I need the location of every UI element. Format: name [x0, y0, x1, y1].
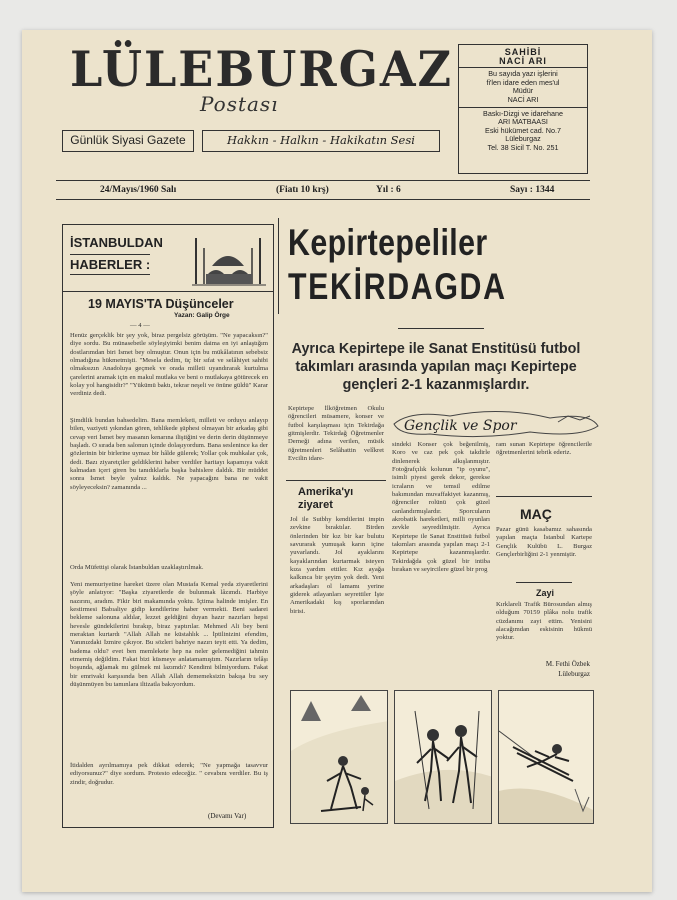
- left-column-rule: [62, 291, 274, 292]
- main-story-body-col2: sindeki Konser çok beğenilmiş, Koro ve caz pek çok takdirle dinlenerek alkışlanmıştır. Fotoğrafçılık kolunun "ip oyunu", isimli piyesi gerek dekor, gerekse icraların ve temsil edilme bakımından muvaffakiyet kazanmış, öğrenciler rolünü çok güzel canlandırmışlardır. Sporcuların akrobatik hareketleri, milli oyunları zevkle seyredilmiştir. Ayrıca Kepirtepe ile Sanat Enstitüsü futbol takımları arasında yapılan maçı 2-1 Kepirtepe kazanmışlardır. Tekirdağda çok güzel bir intiba bırakan ve seyircilere güzel bir prog: [392, 441, 490, 574]
- owner-line-9: Eski hükümet cad. No.7: [485, 125, 561, 135]
- owner-info-box: [458, 44, 588, 174]
- amerika-title-line1: Amerika'yı: [298, 486, 354, 498]
- left-column-frame: [62, 224, 274, 828]
- owner-label: SAHİBİ: [504, 47, 542, 57]
- ski-jumper-illustration: [498, 690, 594, 824]
- owner-line-4: fi'len idare eden mes'ul: [486, 77, 560, 87]
- amerika-title-line2: ziyaret: [298, 499, 333, 511]
- owner-line-10: Lüleburgaz: [505, 134, 541, 144]
- article-body-3: Orda Müfettişi olarak İstanbuldan uzaklaştırılmak.: [70, 564, 204, 571]
- section-title: [70, 234, 163, 275]
- genclik-ve-spor-logo: Gençlik ve Spor: [404, 418, 517, 434]
- article-body-4: Yeni memuriyetine hareket üzere olan Mustafa Kemal yeda ziyaretlerini şöyle anlatıyor: "Başka ziyaretlerde de bulunmak lâzımdı. Harbiye nazırını, aradım. Fikir biri makamında yoktu. İçtima halinde imişler. En kestirmesi Babıaliye gidip kendilerine haber vermekti. Beni sadarei bekleme salonuna aldılar, lezzet geldiğini duyan hazır nazırları hepsi hevesle gündekilerini bırakıp, biraz yaptırılar. Mehmed Ali bey beni meraktan kurtardı "Allah Allah ne küstahlık ... İptilinizini efendim, Yanınızdaki İzmire çıkıyor. Bu sözleri bahriye nazırı teyit etti. Ya dedim, badema oldu? evet ben memlekete hep na neler gelemediğini tahmin etmemiş değildim. Fakat bizi küsmeye anlatamamıştım. Nazırların telâşı boşunda, ağlamak mı gülmek mi lazımdı? Kendimi bilmiyordum. Fakat bir emrivaki karşısında ben Allah Allah dememeksizin bakışa bu sey düşünmüyen bu tamınlara iltizatla bakıyordum.: [70, 581, 268, 689]
- owner-line-3: Bu sayıda yazı işlerini: [488, 69, 558, 79]
- main-story-body-col1: Kepirtepe İlköğretmen Okulu öğrencileri müsamere, konser ve futbol karşılaşması için Tekirdağa gitmişlerdir. Tekirdağ Öğretmenler Derneği adına verilen, müsik öğretmenleri Selâhattin velîkret Evcilin idare-: [288, 405, 384, 463]
- issue-number: Sayı : 1344: [510, 185, 555, 195]
- amerika-title: [298, 486, 353, 512]
- zayi-body: Kırklareli Trafik Bürosundan almış olduğum 70159 plâka nolu trafik cüzdanımı zayi ettim. Yenisini alacağımdan eskisinin hükmü yoktur.: [496, 601, 592, 642]
- article-part-number: — 4 —: [130, 322, 150, 329]
- mac-title: MAÇ: [520, 506, 552, 522]
- genclik-logo-frame: [390, 408, 602, 440]
- article-body-2: Şimdilik bundan bahsedelim. Bana memleketi, milleti ve orduyu anlayıp bilen, vaziyeti yıkından gören, tehlikede şüphesi olmayan bir arkadaş gibi cevap veri İsmet bey masanın kenarına iliştiğini ve derin derin düşünmeye başladı. O sırada ben salonun içinde dolaşıyordum. Bana seslenince ka der gözlerinin bir birlerine uymaz bir hâlde gülerek; Yollar çok muhkalar çok, dedi. Bazı ziyaretçiler geldiklerini haber verdiler haritayı kapamıya vakit kalmadan içeri giren bu tanıdıklarla başka bahislere daldık. Bir müddet sonra İsmet beyle yalnız kaldık. Ne yapacağını bana ne vakit söyleyeceksin? zamanında ...: [70, 417, 268, 491]
- main-headline-line1: Kepirtepeliler: [288, 222, 488, 263]
- mac-rule: [496, 496, 592, 497]
- skier-illustration-2: [394, 690, 492, 824]
- owner-line-8: ARI MATBAASI: [498, 117, 548, 127]
- dateline-rule-bottom: [56, 199, 590, 200]
- article-body-1: Henüz gerçeklik bir şey yok, biraz pergelsiz görüşüm. "Ne yapacaksın?" diye sordu. Bu münasebetle söyleşiyimki benim daima en iyi anlaştığım dostlarımdan biri İsmet bey olmuştur. Onun için bu mükâlatının sebebsiz olmadığına hükmetmişti. "Mesela dedim, üç bir sıfat ve selâhiyet sahibi olmaksızın Anadoluya geçmek ve orada milleti uyandırarak kurtulma çarelerini aramak için en makul mutlaka ve beni o mutlakaya götürecek en kolay yol hangisidir?" "Yükümü baktı, tekrar neşeli ve önüne güldü" Karar verdiniz dedi.: [70, 332, 268, 398]
- masthead-motto: Hakkın - Halkın - Hakikatın Sesi: [202, 130, 440, 152]
- zayi-signature: M. Fethi Özbek: [545, 660, 590, 668]
- article-body-5: İtidalden ayrılmamıya pek dikkat ederek; "Ne yapmağa tasavvur ediyorsunuz?" diye sordum. Protesto edeceğiz. " cevabını verdiler. Bu iş zindir, doğrudur.: [70, 762, 268, 786]
- masthead-title: LÜLEBURGAZ: [70, 40, 454, 98]
- main-headline-line2: TEKİRDAGDA: [288, 266, 507, 307]
- issue-year: Yıl : 6: [376, 185, 401, 195]
- article-byline: Yazan: Galip Örge: [174, 312, 230, 319]
- issue-date: 24/Mayıs/1960 Salı: [100, 185, 177, 195]
- owner-line-6: NACİ ARI: [507, 94, 539, 104]
- mosque-illustration: [190, 234, 268, 288]
- main-story-deck: Ayrıca Kepirtepe ile Sanat Enstitüsü futbol takımları arasında yapılan maçı Kepirtepe gençleri 2-1 kazanmışlardır.: [291, 341, 581, 393]
- owner-line-7: Baskı-Dizgi ve idarehane: [483, 108, 563, 118]
- mac-body: Pazar günü kasabamız sahasında yapılan maçta İstanbul Kartepe Gençlik Kulübü L. Burgaz Gençlerbirliğini 2-1 yenmiştir.: [496, 526, 592, 559]
- owner-line-5: Müdür: [512, 86, 534, 96]
- masthead-script-subtitle: Postası: [200, 92, 279, 116]
- zayi-title: Zayi: [536, 588, 555, 598]
- continued-note: (Devamı Var): [208, 812, 247, 820]
- main-story-body-col3: ram sunan Kepirtepe öğrencilerile öğretmenlerini tebrik ederiz.: [496, 441, 592, 457]
- section-title-line2: HABERLER :: [70, 254, 150, 275]
- zayi-place: Lüleburgaz: [558, 670, 590, 678]
- zayi-rule: [516, 582, 572, 583]
- section-title-line1: İSTANBULDAN: [70, 235, 163, 250]
- issue-price: (Fiatı 10 krş): [276, 185, 329, 195]
- skier-illustration-1: [290, 690, 388, 824]
- article-headline: 19 MAYIS'TA Düşünceler: [88, 297, 234, 311]
- owner-line-11: Tel. 38 Sicil T. No. 251: [487, 142, 559, 152]
- dateline-rule-top: [56, 180, 590, 181]
- masthead-tagline: Günlük Siyasi Gazete: [62, 130, 194, 152]
- owner-name: NACİ ARI: [499, 55, 547, 66]
- headline-divider: [398, 328, 484, 329]
- amerika-body: Jol ile Sutbhy kendilerini impin zevkine bıraktılar. Birden önlerinden bir kız bir kar bulutu savurarak yumuşak karın içine yuvarlandı. Jol ayaklarını kayaklarından kurtarmak isteyen kıza yardım ettiler. Kız ayağa kalkınca bir şeyim yok dedi. Yeni arkadaşları ol lamamı yerine giderek atlayanları seyrettiler İşte Amerikadaki kış sporlarından birisi.: [290, 516, 384, 615]
